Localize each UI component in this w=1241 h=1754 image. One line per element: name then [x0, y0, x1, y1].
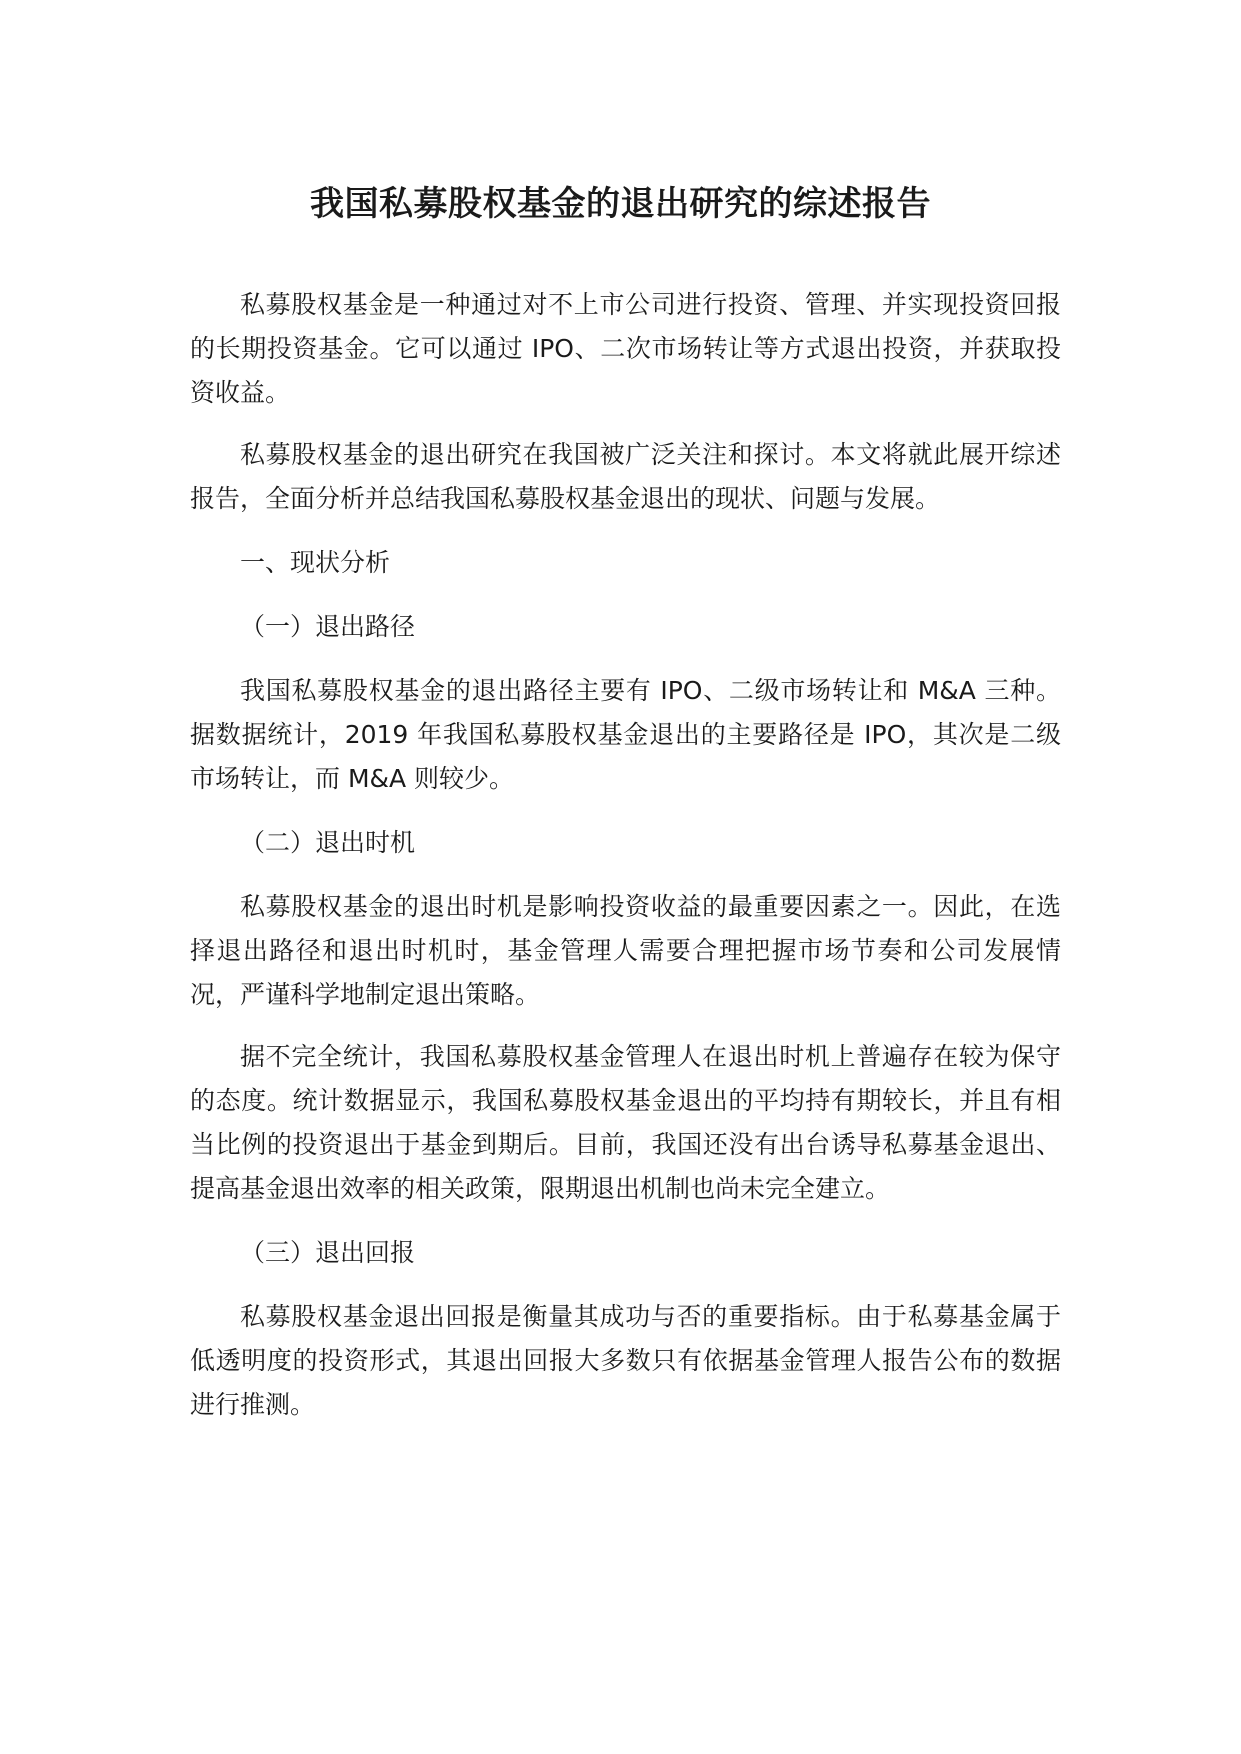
paragraph-exit-path: 我国私募股权基金的退出路径主要有 IPO、二级市场转让和 M&A 三种。据数据统计，2019 年我国私募股权基金退出的主要路径是 IPO，其次是二级市场转让，而 M&A 则较少。	[190, 676, 1061, 793]
paragraph-scope: 私募股权基金的退出研究在我国被广泛关注和探讨。本文将就此展开综述报告，全面分析并总结我国私募股权基金退出的现状、问题与发展。	[190, 440, 1061, 513]
section-heading-status: 一、现状分析	[240, 548, 391, 577]
document-title: 我国私募股权基金的退出研究的综述报告	[310, 184, 931, 224]
paragraph-intro: 私募股权基金是一种通过对不上市公司进行投资、管理、并实现投资回报的长期投资基金。它可以通过 IPO、二次市场转让等方式退出投资，并获取投资收益。	[190, 290, 1061, 407]
document-body	[190, 283, 1061, 1427]
subheading-exit-timing: （二）退出时机	[240, 828, 416, 857]
paragraph-exit-return: 私募股权基金退出回报是衡量其成功与否的重要指标。由于私募基金属于低透明度的投资形式，其退出回报大多数只有依据基金管理人报告公布的数据进行推测。	[190, 1302, 1061, 1419]
subheading-exit-return: （三）退出回报	[240, 1238, 416, 1267]
subheading-exit-path: （一）退出路径	[240, 612, 416, 641]
paragraph-exit-timing: 私募股权基金的退出时机是影响投资收益的最重要因素之一。因此，在选择退出路径和退出时机时，基金管理人需要合理把握市场节奏和公司发展情况，严谨科学地制定退出策略。	[190, 892, 1061, 1009]
paragraph-timing-stats: 据不完全统计，我国私募股权基金管理人在退出时机上普遍存在较为保守的态度。统计数据显示，我国私募股权基金退出的平均持有期较长，并且有相当比例的投资退出于基金到期后。目前，我国还没有出台诱导私募基金退出、提高基金退出效率的相关政策，限期退出机制也尚未完全建立。	[190, 1042, 1061, 1203]
